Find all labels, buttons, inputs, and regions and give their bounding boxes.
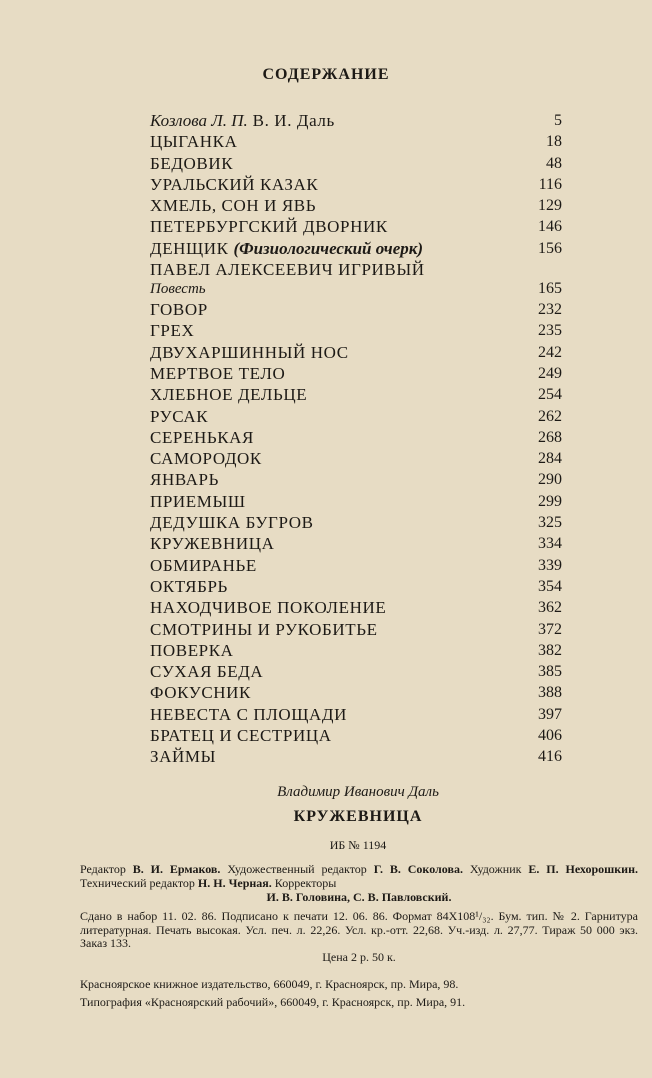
artist-name: Е. П. Нехорошкин. (528, 862, 639, 876)
artist-label: Художник (469, 862, 522, 876)
art-editor-label: Художественный редактор (227, 862, 367, 876)
toc-title (150, 153, 233, 174)
toc-title (150, 576, 228, 597)
toc-page-number: 388 (538, 684, 562, 702)
toc-page-number: 235 (538, 322, 562, 340)
imprint-book-title: КРУЖЕВНИЦА (293, 808, 423, 825)
publisher-address: Красноярское книжное издательство, 660049, г. Красноярск, пр. Мира, 98. (80, 977, 459, 991)
toc-page-number: 48 (546, 154, 562, 172)
toc-row (150, 640, 562, 661)
toc-title (150, 555, 257, 576)
toc-page-number: 284 (538, 450, 562, 468)
toc-row (150, 469, 562, 490)
toc-page-number: 165 (538, 280, 562, 298)
toc-row (150, 725, 562, 746)
toc-row (150, 704, 562, 725)
toc-row (150, 131, 562, 152)
toc-page-number: 5 (554, 112, 562, 129)
toc-title-text: НАХОДЧИВОЕ ПОКОЛЕНИЕ (150, 598, 387, 618)
toc-title (150, 195, 316, 216)
toc-title (150, 491, 246, 512)
toc-title-text: ЯНВАРЬ (150, 470, 219, 490)
toc-title-text: БРАТЕЦ И СЕСТРИЦА (150, 726, 332, 746)
toc-row (150, 619, 562, 640)
toc-title (150, 469, 219, 490)
toc-row (150, 238, 562, 259)
toc-page-number: 146 (538, 218, 562, 236)
toc-title-text: ДВУХАРШИННЫЙ НОС (150, 342, 349, 362)
toc-row (150, 363, 562, 384)
toc-title-text: ПОВЕРКА (150, 640, 234, 660)
toc-row (150, 746, 562, 767)
toc-title-text: САМОРОДОК (150, 449, 262, 469)
toc-page-number: 339 (538, 556, 562, 574)
toc-title-text: ПАВЕЛ АЛЕКСЕЕВИЧ ИГРИВЫЙ (150, 260, 425, 280)
contents-heading: СОДЕРЖАНИЕ (262, 66, 390, 83)
toc-row (150, 342, 562, 363)
editor-name: В. И. Ермаков. (132, 862, 221, 876)
toc-title-text: ПЕТЕРБУРГСКИЙ ДВОРНИК (150, 217, 388, 237)
toc-row (150, 448, 562, 469)
toc-page-number: 406 (538, 727, 562, 745)
toc-title-text: ФОКУСНИК (150, 683, 251, 703)
toc-title-text: ОБМИРАНЬЕ (150, 555, 257, 575)
toc-row (150, 320, 562, 341)
toc-title-text: ХМЕЛЬ, СОН И ЯВЬ (150, 196, 317, 216)
toc-row (150, 661, 562, 682)
toc-page-number: 372 (538, 620, 562, 638)
toc-page-number: 242 (538, 343, 562, 361)
toc-title-text: КРУЖЕВНИЦА (150, 534, 275, 554)
toc-title (150, 238, 423, 259)
toc-title-text: МЕРТВОЕ ТЕЛО (150, 363, 286, 383)
toc-title (150, 704, 347, 725)
imprint-print-details (80, 910, 638, 964)
toc-title-text: РУСАК (150, 406, 209, 426)
toc-title (150, 533, 274, 554)
proofreaders-names: И. В. Головина, С. В. Павловский. (266, 890, 452, 904)
toc-title (150, 661, 263, 682)
toc-author: Козлова Л. П. (150, 111, 248, 130)
imprint-credits (80, 862, 638, 904)
toc-title (150, 406, 208, 427)
toc-title-text: СМОТРИНЫ И РУКОБИТЬЕ (150, 619, 378, 639)
toc-row (150, 195, 562, 216)
toc-title (150, 746, 216, 767)
toc-title-text: УРАЛЬСКИЙ КАЗАК (150, 174, 319, 194)
toc-title-text: ДЕНЩИК (150, 238, 229, 258)
toc-title-text: ГРЕХ (150, 321, 195, 341)
toc-page-number: 382 (538, 641, 562, 659)
print-specs: Сдано в набор 11. 02. 86. Подписано к печати 12. 06. 86. Формат 84X108¹/₃₂. Бум. тип. № 2. Гарнитура литературная. Печать высокая. Усл. печ. л. 22,26. Усл. кр.-отт. 22,68. Уч.-изд. л. 27,77. Тираж 50 000 экз. Заказ 133. (80, 909, 638, 950)
toc-title (150, 682, 251, 703)
toc-title (150, 448, 262, 469)
price: Цена 2 р. 50 к. (322, 949, 396, 964)
toc-page-number: 362 (538, 599, 562, 617)
toc-page-number: 299 (538, 492, 562, 510)
toc-page-number: 18 (546, 133, 562, 151)
toc-page-number: 268 (538, 428, 562, 446)
toc-page-number: 334 (538, 535, 562, 553)
printer-address: Типография «Красноярский рабочий», 660049, г. Красноярск, пр. Мира, 91. (80, 995, 466, 1009)
toc-row (150, 406, 562, 427)
toc-title-text: БЕДОВИК (150, 153, 234, 173)
toc-title (150, 216, 388, 237)
toc-page-number: 129 (538, 197, 562, 215)
toc-title-text: ГОВОР (150, 300, 208, 320)
toc-title (150, 725, 332, 746)
toc-title (150, 174, 318, 195)
tech-editor-label: Технический редактор (80, 876, 195, 890)
toc-row (150, 491, 562, 512)
toc-title-text: ДЕДУШКА БУГРОВ (150, 513, 314, 533)
toc-page-number: 416 (538, 748, 562, 766)
editor-label: Редактор (80, 862, 126, 876)
toc-row (150, 576, 562, 597)
toc-page-number: 249 (538, 364, 562, 382)
imprint-publisher (80, 975, 638, 1011)
toc-title-text: НЕВЕСТА С ПЛОЩАДИ (150, 704, 347, 724)
toc-page-number: 156 (538, 239, 562, 257)
toc-title (150, 640, 234, 661)
toc-title (150, 131, 237, 152)
toc-title-text: ЗАЙМЫ (150, 747, 217, 767)
toc-title (150, 320, 194, 341)
toc-title-text: ХЛЕБНОЕ ДЕЛЬЦЕ (150, 385, 308, 405)
toc-title (150, 619, 378, 640)
tech-editor-name: Н. Н. Черная. (197, 876, 272, 890)
toc-title (150, 259, 425, 280)
toc-title (150, 512, 314, 533)
toc-page-number: 290 (538, 471, 562, 489)
toc-row (150, 512, 562, 533)
toc-page-number: 116 (538, 175, 562, 193)
toc-row (150, 682, 562, 703)
toc-title-text: В. И. Даль (252, 111, 335, 130)
imprint-author: Владимир Иванович Даль (277, 784, 439, 800)
toc-title (150, 427, 254, 448)
toc-title-text: ЦЫГАНКА (150, 132, 238, 152)
toc-row (150, 384, 562, 405)
toc-page-number: 262 (538, 407, 562, 425)
toc-title (150, 363, 285, 384)
toc-row (150, 153, 562, 174)
toc-row (150, 299, 562, 320)
toc-page-number: 325 (538, 514, 562, 532)
toc-row (150, 110, 562, 131)
toc-title-text: ПРИЕМЫШ (150, 491, 246, 511)
toc-title (150, 299, 208, 320)
toc-page-number: 232 (538, 301, 562, 319)
art-editor-name: Г. В. Соколова. (373, 862, 463, 876)
imprint-ib-number: ИБ № 1194 (329, 838, 387, 852)
toc-title (150, 342, 349, 363)
toc-page-number: 385 (538, 663, 562, 681)
toc-title (150, 597, 386, 618)
toc-row (150, 259, 562, 299)
toc-title (150, 384, 307, 405)
toc-title (150, 110, 335, 131)
toc-row (150, 174, 562, 195)
toc-title-text: СУХАЯ БЕДА (150, 662, 264, 682)
toc-title-text: ОКТЯБРЬ (150, 576, 228, 596)
toc-row (150, 597, 562, 618)
toc-title-text: СЕРЕНЬКАЯ (150, 427, 254, 447)
toc-row (150, 555, 562, 576)
toc-row (150, 533, 562, 554)
toc-page-number: 254 (538, 386, 562, 404)
toc-page-number: 397 (538, 705, 562, 723)
table-of-contents (150, 110, 562, 768)
toc-row (150, 216, 562, 237)
toc-row (150, 427, 562, 448)
toc-subtitle: Повесть (150, 281, 206, 298)
proofreaders-label: Корректоры (274, 876, 337, 890)
toc-page-number: 354 (538, 577, 562, 595)
toc-subtitle: (Физиологический очерк) (233, 238, 424, 258)
